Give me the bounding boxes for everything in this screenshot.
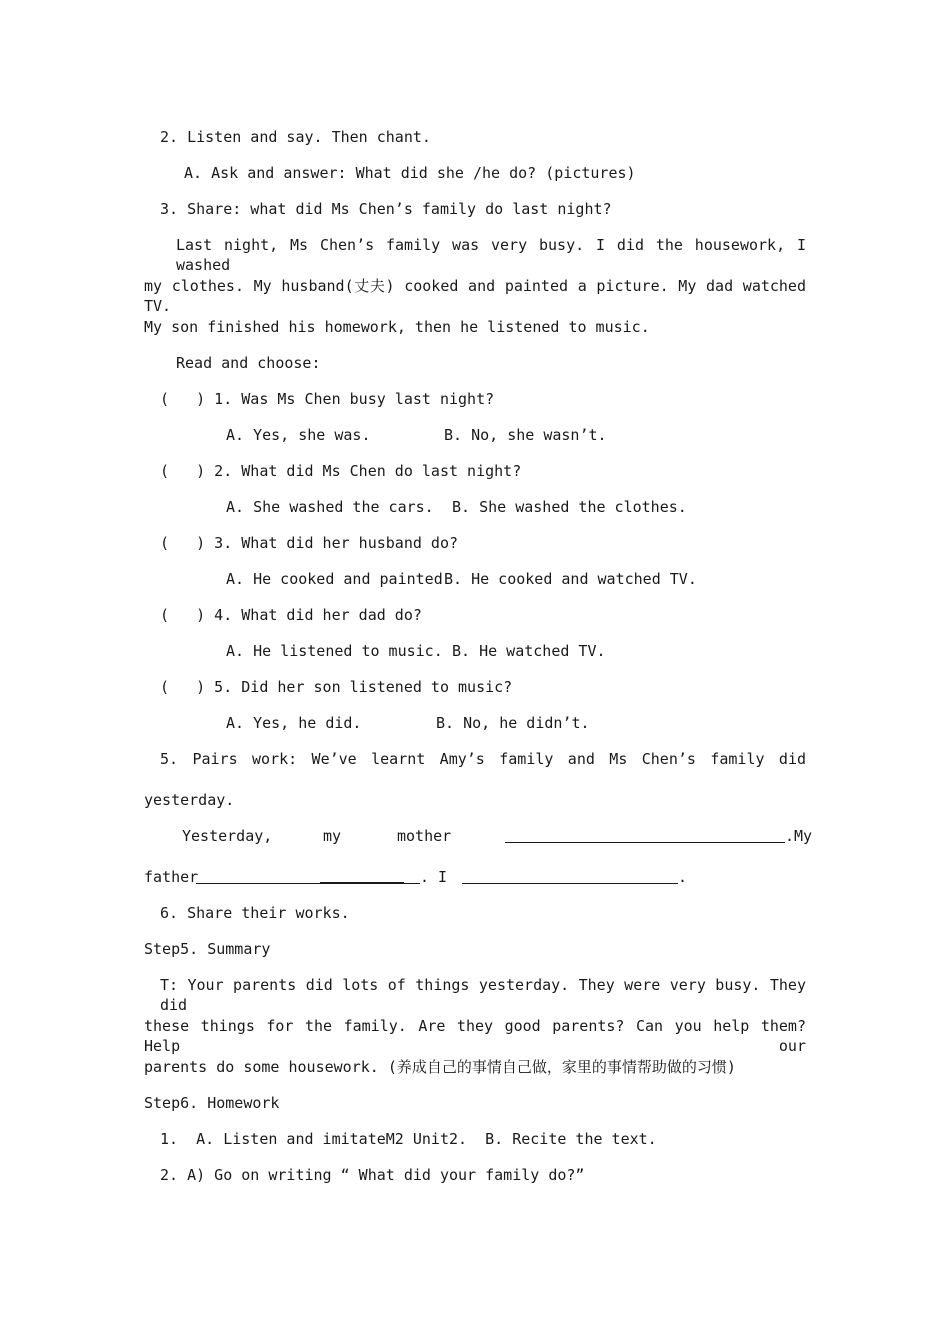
step6-heading: Step6. Homework: [144, 1094, 280, 1112]
question-2-option-a: A. She washed the cars.: [226, 498, 434, 516]
blank-i[interactable]: [462, 869, 678, 884]
summary-line-3: parents do some housework. (养成自己的事情自己做，家里的事情帮助做的习惯): [144, 1058, 736, 1076]
summary-line-1: T: Your parents did lots of things yesterday. They were very busy. They did: [160, 976, 806, 1014]
fill-word-mother: mother: [397, 827, 452, 845]
question-3: ( ) 3. What did her husband do?: [160, 534, 459, 552]
passage-line-1: Last night, Ms Chen’s family was very busy. I did the housework, I washed: [176, 236, 806, 274]
question-1-option-a: A. Yes, she was.: [226, 426, 371, 444]
blank-father-underline-bold: [320, 882, 404, 883]
step5-heading: Step5. Summary: [144, 940, 271, 958]
homework-item-1: 1. A. Listen and imitateM2 Unit2. B. Recite the text.: [160, 1130, 657, 1148]
homework-item-2: 2. A) Go on writing “ What did your family do?”: [160, 1166, 585, 1184]
fill-word-my-2: .My: [785, 827, 813, 845]
share-works: 6. Share their works.: [160, 904, 350, 922]
question-3-option-b: B. He cooked and watched TV.: [444, 570, 697, 588]
fill-word-yesterday: Yesterday,: [182, 827, 273, 845]
question-1: ( ) 1. Was Ms Chen busy last night?: [160, 390, 495, 408]
fill-end-period: .: [678, 868, 688, 886]
passage-line-3: My son finished his homework, then he listened to music.: [144, 318, 650, 336]
question-2-option-b: B. She washed the clothes.: [452, 498, 687, 516]
fill-word-i: . I: [420, 868, 448, 886]
read-and-choose-heading: Read and choose:: [176, 354, 321, 372]
question-5-option-b: B. No, he didn’t.: [436, 714, 590, 732]
summary-line-2: these things for the family. Are they good parents? Can you help them? Help our: [144, 1017, 806, 1055]
question-4-option-a: A. He listened to music.: [226, 642, 443, 660]
line-ask-answer: A. Ask and answer: What did she /he do? (pictures): [184, 164, 636, 182]
question-5: ( ) 5. Did her son listened to music?: [160, 678, 513, 696]
question-2: ( ) 2. What did Ms Chen do last night?: [160, 462, 522, 480]
question-4-option-b: B. He watched TV.: [452, 642, 606, 660]
fill-word-father: father: [144, 868, 199, 886]
question-1-option-b: B. No, she wasn’t.: [444, 426, 607, 444]
question-4: ( ) 4. What did her dad do?: [160, 606, 422, 624]
fill-word-my: my: [323, 827, 342, 845]
line-listen-say: 2. Listen and say. Then chant.: [160, 128, 431, 146]
passage-line-2: my clothes. My husband(丈夫) cooked and painted a picture. My dad watched TV.: [144, 277, 806, 315]
blank-mother[interactable]: [505, 828, 785, 843]
question-5-option-a: A. Yes, he did.: [226, 714, 362, 732]
line-share-question: 3. Share: what did Ms Chen’s family do last night?: [160, 200, 612, 218]
pairs-work-line-2: yesterday.: [144, 791, 235, 809]
question-3-option-a: A. He cooked and painted: [226, 570, 443, 588]
pairs-work-line-1: 5. Pairs work: We’ve learnt Amy’s family and Ms Chen’s family did: [160, 750, 806, 768]
